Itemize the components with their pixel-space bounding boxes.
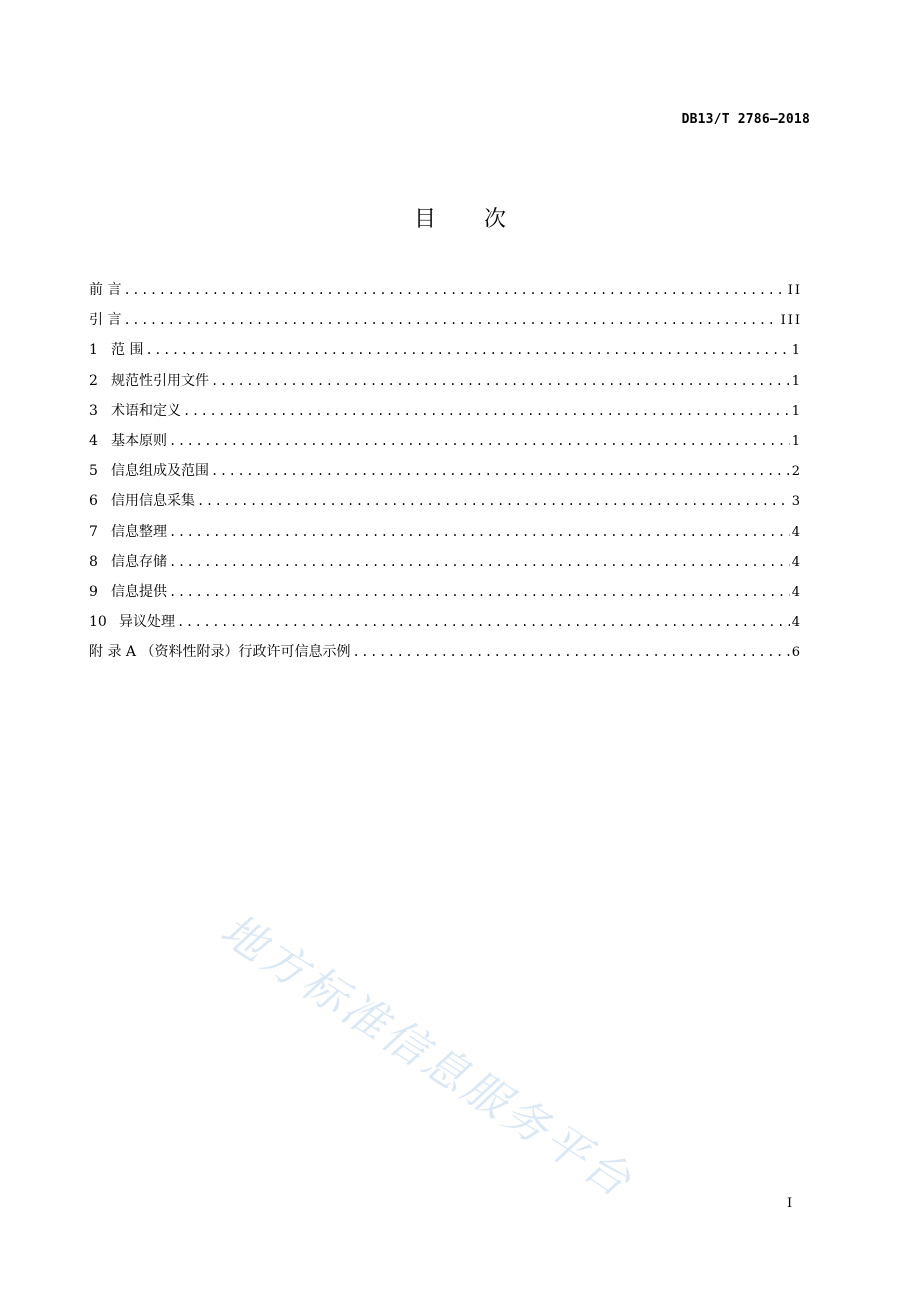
toc-entry-8[interactable] xyxy=(89,550,802,580)
dot-leader xyxy=(123,308,778,332)
toc-page-number: 4 xyxy=(791,584,802,600)
dot-leader xyxy=(169,550,790,574)
toc-label: 基本原则 xyxy=(111,432,167,449)
toc-page-number: 2 xyxy=(791,464,802,480)
toc-entry-introduction[interactable] xyxy=(89,308,802,338)
dot-leader xyxy=(183,399,790,423)
toc-label: 异议处理 xyxy=(119,614,175,631)
dot-leader xyxy=(169,520,790,544)
toc-label: 信息组成及范围 xyxy=(111,463,209,480)
toc-page-number: 4 xyxy=(791,524,802,540)
toc-entry-7[interactable] xyxy=(89,520,802,550)
toc-section-number: 2 xyxy=(89,372,98,389)
toc-page-number: 4 xyxy=(791,554,802,570)
toc-entry-1[interactable] xyxy=(89,338,802,368)
toc-section-number: 3 xyxy=(89,402,98,419)
toc-entry-10[interactable] xyxy=(89,610,802,640)
toc-entry-3[interactable] xyxy=(89,399,802,429)
toc-entry-6[interactable] xyxy=(89,489,802,519)
toc-label: 信息整理 xyxy=(111,523,167,540)
toc-page-number: 1 xyxy=(791,433,802,449)
toc-section-number: 6 xyxy=(89,493,98,510)
toc-section-number: 4 xyxy=(89,432,98,449)
toc-label: 附 录 A （资料性附录）行政许可信息示例 xyxy=(89,644,351,661)
dot-leader xyxy=(352,640,789,664)
document-code: DB13/T 2786—2018 xyxy=(681,112,810,127)
toc-section-number: 8 xyxy=(89,553,98,570)
toc-page-number: 1 xyxy=(791,403,802,419)
toc-entry-foreword[interactable] xyxy=(89,278,802,308)
toc-label: 信息提供 xyxy=(111,583,167,600)
toc-entry-2[interactable] xyxy=(89,369,802,399)
dot-leader xyxy=(177,610,790,634)
toc-section-number: 9 xyxy=(89,583,98,600)
title-char-1: 目 xyxy=(413,207,436,232)
dot-leader xyxy=(169,580,790,604)
toc-label: 前 言 xyxy=(89,282,122,298)
dot-leader xyxy=(123,278,785,302)
toc-section-number: 5 xyxy=(89,463,98,480)
toc-label: 范 围 xyxy=(111,342,144,359)
page-title xyxy=(0,202,920,233)
toc-section-number: 10 xyxy=(89,614,107,631)
toc-page-number: 6 xyxy=(791,645,802,661)
toc-label: 术语和定义 xyxy=(111,402,181,419)
toc-entry-9[interactable] xyxy=(89,580,802,610)
toc-section-number: 7 xyxy=(89,523,98,540)
toc-entry-appendix-a[interactable] xyxy=(89,640,802,670)
dot-leader xyxy=(145,338,789,362)
toc-page-number: 3 xyxy=(791,494,802,510)
dot-leader xyxy=(169,429,790,453)
toc-page-number: II xyxy=(787,283,802,298)
toc-label: 引 言 xyxy=(89,312,122,329)
dot-leader xyxy=(211,369,790,393)
toc-page-number: 1 xyxy=(791,373,802,389)
page-number: I xyxy=(787,1196,793,1211)
toc-label: 信用信息采集 xyxy=(111,493,195,510)
toc-section-number: 1 xyxy=(89,342,98,359)
table-of-contents xyxy=(89,278,802,670)
title-char-2: 次 xyxy=(484,207,507,232)
toc-label: 信息存储 xyxy=(111,553,167,570)
watermark: 地方标准信息服务平台 xyxy=(211,904,642,1209)
toc-page-number: 4 xyxy=(791,615,802,631)
dot-leader xyxy=(211,459,790,483)
toc-label: 规范性引用文件 xyxy=(111,372,209,389)
toc-entry-5[interactable] xyxy=(89,459,802,489)
toc-entry-4[interactable] xyxy=(89,429,802,459)
dot-leader xyxy=(197,489,790,513)
toc-page-number: III xyxy=(780,313,802,329)
toc-page-number: 1 xyxy=(791,343,802,359)
